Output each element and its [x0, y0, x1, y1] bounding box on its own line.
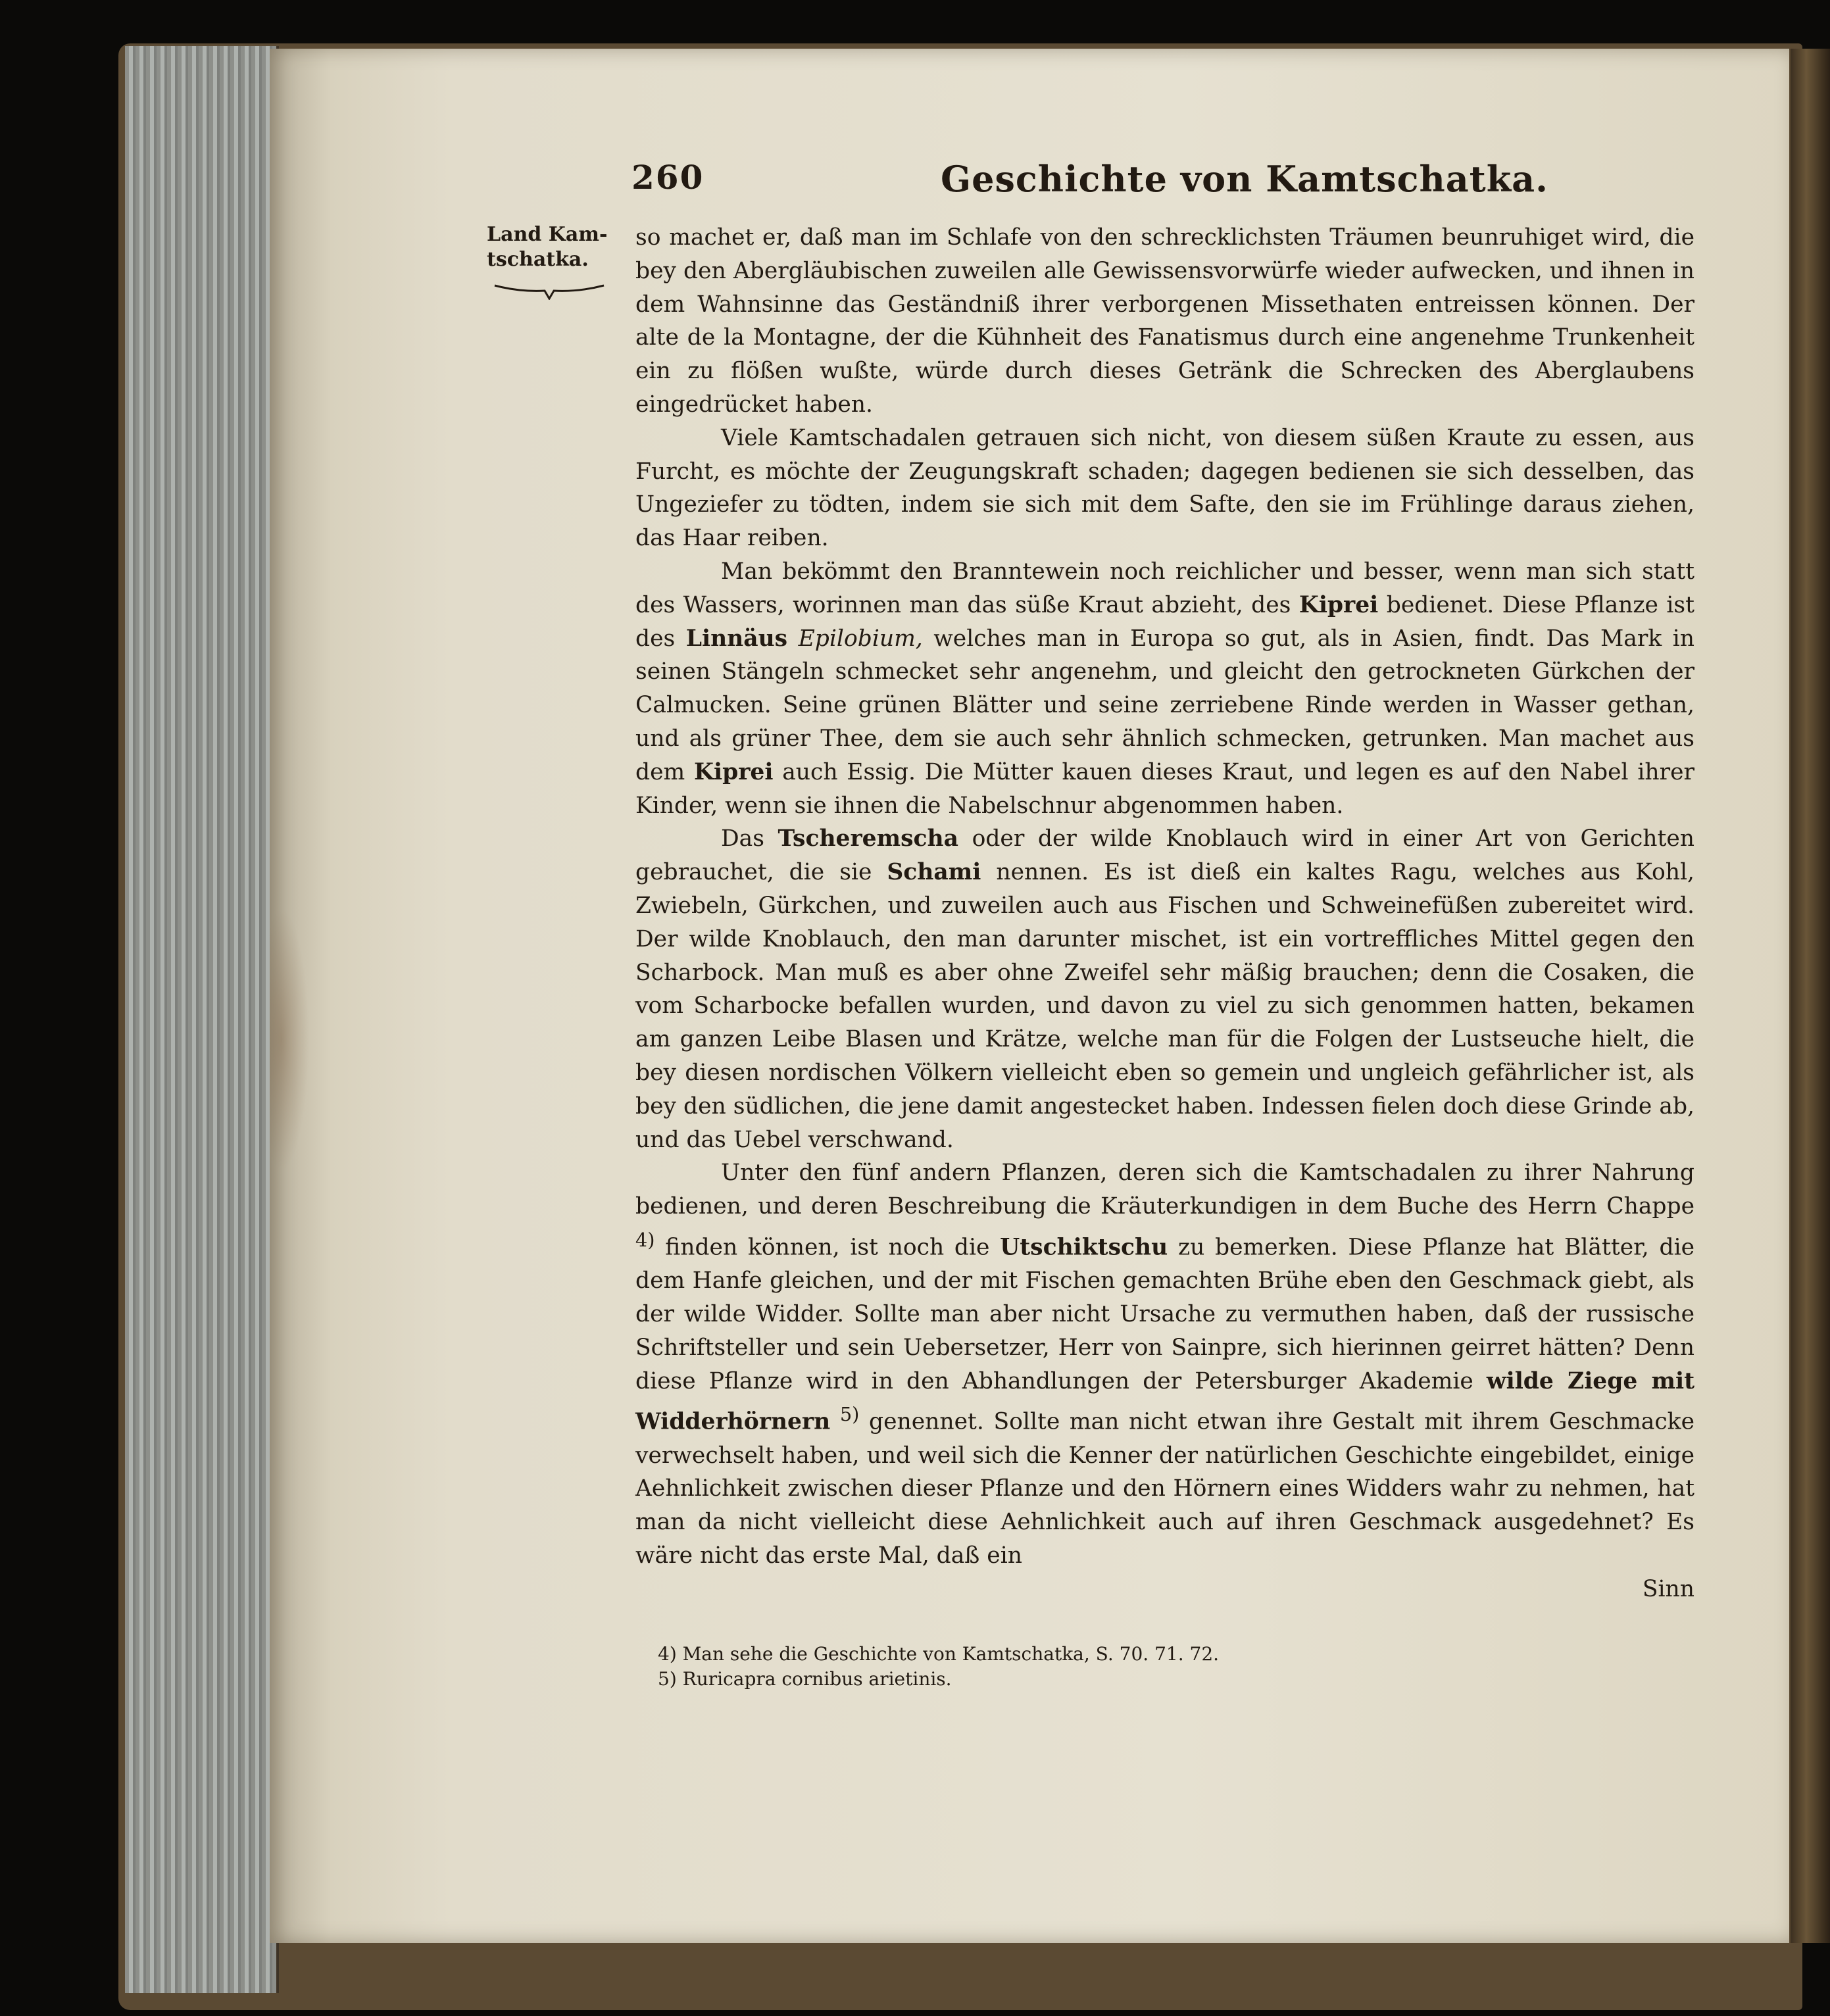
term-wilde-ziege: wilde Ziege mit Widderhörnern: [635, 1367, 1695, 1435]
page-header: [631, 158, 1691, 210]
margin-note: Land Kam-tschatka.: [487, 223, 608, 271]
term-linnaeus: Linnäus: [685, 625, 788, 652]
paragraph-2: [635, 422, 1694, 555]
footnote-5: 5) Ruricapra cornibus arietinis.: [658, 1668, 952, 1690]
paragraph-text: genennet. Sollte man nicht etwan ihre Gestalt mit ihrem Geschmacke verwechselt haben, und weil sich die Kenner der natürlichen Geschichte eingebildet, einige Aehnlichkeit zwischen dieser Pflanze und den Hörnern eines Widders wahr zu nehmen, hat man da nicht vielleicht diese Aehnlichkeit auch auf ihren Geschmack ausgedehnet? Es wäre nicht das erste Mal, daß ein: [635, 1408, 1695, 1569]
running-title: Geschichte von Kamtschatka.: [941, 158, 1548, 200]
footnote-ref-5: 5): [839, 1403, 860, 1426]
term-kiprei-2: Kiprei: [693, 758, 774, 785]
footnote-ref-4: 4): [635, 1228, 655, 1251]
paragraph-5: [635, 1156, 1694, 1573]
term-schami: Schami: [887, 859, 981, 886]
paragraph-text: Man bekömmt den Branntewein noch reichlicher und besser, wenn man sich statt des Wassers, worinnen man das süße Kraut abzieht, des: [635, 558, 1694, 618]
paragraph-text: Unter den fünf andern Pflanzen, deren sich die Kamtschadalen zu ihrer Nahrung bedienen, und deren Beschreibung die Kräuterkundigen in dem Buche des Herrn Chappe: [635, 1160, 1694, 1220]
paragraph-text: Viele Kamtschadalen getrauen sich nicht, von diesem süßen Kraute zu essen, aus Furcht, es möchte der Zeugungskraft schaden; dagegen bedienen sie sich desselben, das Ungeziefer zu tödten, indem sie sich mit dem Safte, den sie im Frühlinge daraus ziehen, das Haar reiben.: [635, 424, 1694, 552]
paragraph-text: zu bemerken. Diese Pflanze hat Blätter, die dem Hanfe gleichen, und der mit Fischen gemachten Brühe eben den Geschmack giebt, als der wilde Widder. Sollte man aber nicht Ursache zu vermuthen haben, daß der russische Schriftsteller und sein Uebersetzer, Herr von Sainpre, sich hierinnen geirret hätten? Denn diese Pflanze wird in den Abhandlungen der Petersburger Akademie: [635, 1234, 1695, 1394]
term-tscheremscha: Tscheremscha: [778, 825, 958, 852]
paragraph-text: welches man in Europa so gut, als in Asien, findt. Das Mark in seinen Stängeln schmecket sehr angenehm, und gleicht den getrockneten Gürkchen der Calmucken. Seine grünen Blätter und seine zerriebene Rinde werden in Wasser gethan, und als grüner Thee, dem sie auch sehr ähnlich schmecken, getrunken. Man machet aus dem: [635, 625, 1694, 785]
paragraph-text: nennen. Es ist dieß ein kaltes Ragu, welches aus Kohl, Zwiebeln, Gürkchen, und zuweilen auch aus Fischen und Schweinefüßen zubereitet wird. Der wilde Knoblauch, den man darunter mischet, ist ein vortreffliches Mittel gegen den Scharbock. Man muß es aber ohne Zweifel sehr mäßig brauchen; denn die Cosaken, die vom Scharbocke befallen wurden, und davon zu viel zu sich genommen hatten, bekamen am ganzen Leibe Blasen und Krätze, welche man für die Folgen der Lustseuche hielt, die bey diesen nordischen Völkern vielleicht eben so gemein und ungleich gefährlicher ist, als bey den südlichen, die jene damit angestecket haben. Indessen fielen doch diese Grinde ab, und das Uebel verschwand.: [635, 859, 1694, 1153]
paragraph-text: auch Essig. Die Mütter kauen dieses Kraut, und legen es auf den Nabel ihrer Kinder, wenn sie ihnen die Nabelschnur abgenommen haben.: [635, 758, 1694, 819]
page-number: 260: [631, 158, 705, 197]
paragraph-text: Das: [721, 825, 764, 852]
paragraph-text: oder der wilde Knoblauch wird in einer Art von Gerichten gebrauchet, die sie: [635, 825, 1695, 886]
footnotes: [658, 1642, 1645, 1692]
term-epilobium: Epilobium,: [798, 625, 923, 652]
paragraph-1: [635, 221, 1694, 422]
term-kiprei: Kiprei: [1298, 591, 1379, 618]
paragraph-text: bedienet. Diese Pflanze ist des: [635, 591, 1695, 652]
margin-brace-icon: [493, 283, 605, 300]
paragraph-text: finden können, ist noch die: [665, 1234, 990, 1261]
footnote-4: 4) Man sehe die Geschichte von Kamtschatka, S. 70. 71. 72.: [658, 1643, 1220, 1665]
catchword: Sinn: [1642, 1575, 1694, 1602]
paragraph-text: so machet er, daß man im Schlafe von den schrecklichsten Träumen beunruhiget wird, die bey den Abergläubischen zuweilen alle Gewissensvorwürfe wieder aufwecken, und ihnen in dem Wahnsinne das Geständniß ihrer verborgenen Missethaten entreissen können. Der alte de la Montagne, der die Kühnheit des Fanatismus durch eine angenehme Trunkenheit ein zu flößen wußte, würde durch dieses Getränk die Schrecken des Aberglaubens eingedrücket haben.: [635, 224, 1694, 418]
body-text: [635, 221, 1694, 1606]
paragraph-3: [635, 555, 1694, 822]
paragraph-4: [635, 822, 1694, 1156]
term-utschiktschu: Utschiktschu: [1000, 1234, 1168, 1261]
